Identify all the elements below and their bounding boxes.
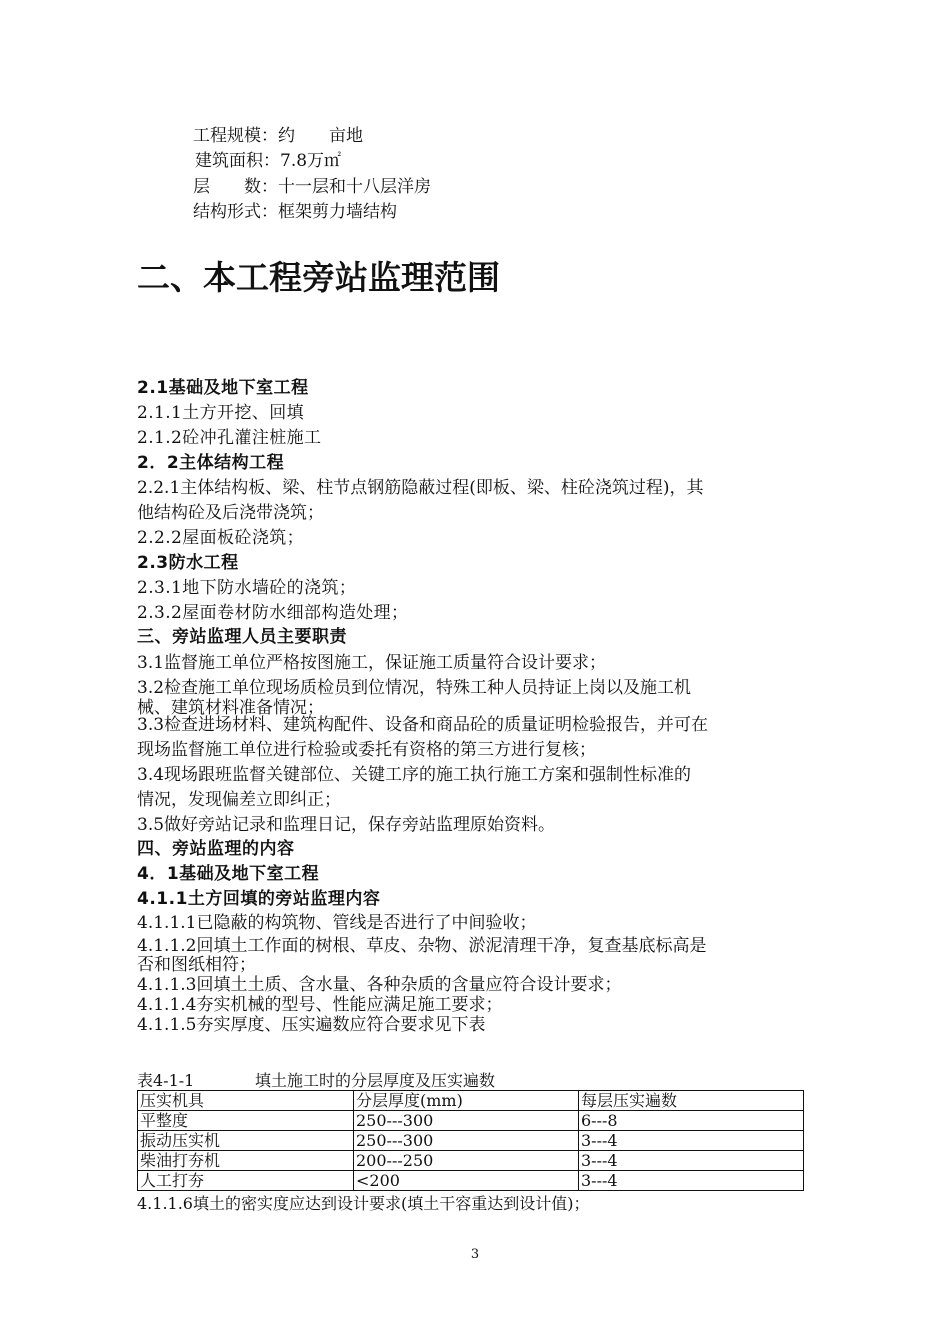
item-2-2-1-line2: 他结构砼及后浇带浇筑；: [137, 503, 324, 523]
content-4-1-1-2-line1: 4.1.1.2回填土工作面的树根、草皮、杂物、淤泥清理干净，复查基底标高是: [137, 936, 707, 956]
content-4-1-1-5: 4.1.1.5夯实厚度、压实遍数应符合要求见下表: [137, 1015, 486, 1035]
item-2-3-2: 2.3.2屋面卷材防水细部构造处理；: [137, 603, 409, 623]
heading-2-3: 2.3防水工程: [137, 553, 239, 573]
duty-3-2-line2: 械、建筑材料准备情况；: [137, 698, 324, 718]
header-cell: 压实机具: [138, 1091, 354, 1111]
table-cell: <200: [354, 1171, 579, 1191]
compaction-table: [137, 1090, 804, 1191]
content-4-1-1-6: 4.1.1.6填土的密实度应达到设计要求(填土干容重达到设计值)；: [137, 1194, 590, 1213]
table-cell: 6---8: [579, 1111, 804, 1131]
duty-3-4-line1: 3.4现场跟班监督关键部位、关键工序的施工执行施工方案和强制性标准的: [137, 765, 692, 785]
heading-2-2: 2．2主体结构工程: [137, 453, 285, 473]
heading-4-1-1: 4.1.1土方回填的旁站监理内容: [137, 889, 381, 909]
table-header-row: [138, 1091, 804, 1111]
duty-3-1: 3.1监督施工单位严格按图施工，保证施工质量符合设计要求；: [137, 653, 607, 673]
section3-heading: 三、旁站监理人员主要职责: [137, 627, 347, 647]
table-cell: 振动压实机: [138, 1131, 354, 1151]
table-caption-number: 表4-1-1: [137, 1071, 195, 1090]
heading-4-1: 4．1基础及地下室工程: [137, 864, 320, 884]
content-4-1-1-4: 4.1.1.4夯实机械的型号、性能应满足施工要求；: [137, 995, 503, 1015]
content-4-1-1-1: 4.1.1.1已隐蔽的构筑物、管线是否进行了中间验收；: [137, 913, 537, 933]
content-4-1-1-2-line2: 否和图纸相符；: [137, 955, 256, 975]
table-cell: 人工打夯: [138, 1171, 354, 1191]
table-cell: 3---4: [579, 1131, 804, 1151]
page-number: 3: [470, 1247, 480, 1262]
item-2-1-2: 2.1.2砼冲孔灌注桩施工: [137, 428, 322, 448]
table-cell: 250---300: [354, 1111, 579, 1131]
duty-3-5: 3.5做好旁站记录和监理日记，保存旁站监理原始资料。: [137, 815, 556, 835]
duty-3-4-line2: 情况，发现偏差立即纠正；: [137, 790, 341, 810]
table-row: [138, 1131, 804, 1151]
section4-heading: 四、旁站监理的内容: [137, 839, 295, 859]
table-row: [138, 1111, 804, 1131]
content-4-1-1-3: 4.1.1.3回填土土质、含水量、各种杂质的含量应符合设计要求；: [137, 975, 622, 995]
structure-type: 结构形式：框架剪力墙结构: [193, 202, 397, 222]
table-cell: 200---250: [354, 1151, 579, 1171]
header-cell: 分层厚度(mm): [354, 1091, 579, 1111]
duty-3-3-line2: 现场监督施工单位进行检验或委托有资格的第三方进行复核；: [137, 740, 596, 760]
duty-3-2-line1: 3.2检查施工单位现场质检员到位情况，特殊工种人员持证上岗以及施工机: [137, 678, 692, 698]
item-2-3-1: 2.3.1地下防水墙砼的浇筑；: [137, 578, 357, 598]
table-row: [138, 1151, 804, 1171]
table-cell: 3---4: [579, 1171, 804, 1191]
table-caption-title: 填土施工时的分层厚度及压实遍数: [255, 1071, 496, 1090]
building-area: 建筑面积：7.8万㎡: [195, 151, 342, 171]
item-2-1-1: 2.1.1土方开挖、回填: [137, 403, 305, 423]
heading-2-1: 2.1基础及地下室工程: [137, 378, 309, 398]
section2-heading: 二、本工程旁站监理范围: [137, 258, 500, 297]
floor-count: 层 数：十一层和十八层洋房: [193, 177, 431, 197]
header-cell: 每层压实遍数: [579, 1091, 804, 1111]
table-cell: 平整度: [138, 1111, 354, 1131]
table-cell: 柴油打夯机: [138, 1151, 354, 1171]
duty-3-3-line1: 3.3检查进场材料、建筑构配件、设备和商品砼的质量证明检验报告，并可在: [137, 715, 709, 735]
table-caption: [137, 1071, 495, 1090]
table-cell: 250---300: [354, 1131, 579, 1151]
item-2-2-2: 2.2.2屋面板砼浇筑；: [137, 528, 305, 548]
project-scale: 工程规模：约 亩地: [193, 126, 363, 146]
table-row: [138, 1171, 804, 1191]
item-2-2-1-line1: 2.2.1主体结构板、梁、柱节点钢筋隐蔽过程(即板、梁、柱砼浇筑过程)，其: [137, 478, 704, 498]
table-cell: 3---4: [579, 1151, 804, 1171]
